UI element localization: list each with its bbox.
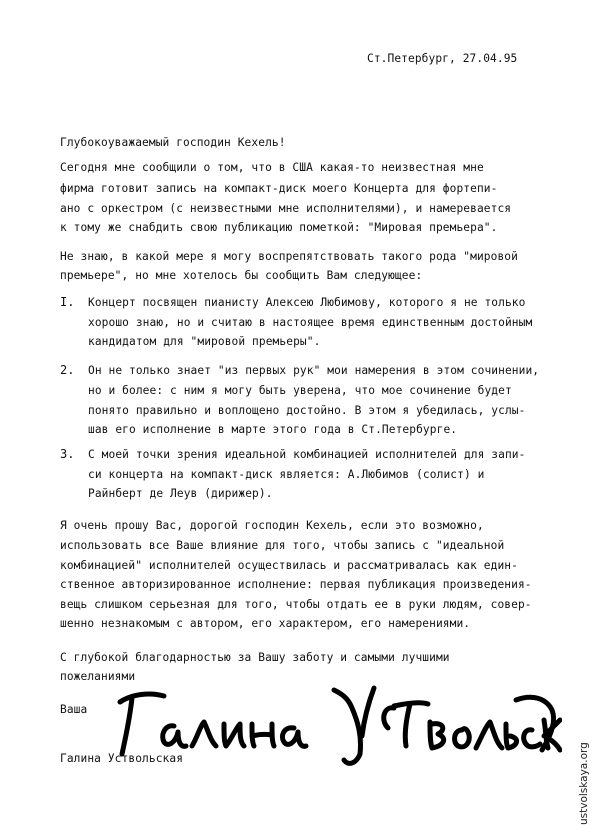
text-line: си концерта на компакт-диск является: А.Любимов (солист) и (88, 468, 485, 481)
text-line: ано с оркестром (с неизвестными мне исполнителями), и намеревается (60, 202, 512, 215)
text-line: Я очень прошу Вас, дорогой господин Кехель, если это возможно, (60, 519, 484, 532)
text-line: кандидатом для "мировой премьеры". (88, 335, 321, 348)
text-line: Концерт посвящен пианисту Алексею Любимову, которого я не только (88, 296, 526, 309)
text-line: Он не только знает "из первых рук" мои намерения в этом сочинении, (88, 364, 540, 377)
text-line: Не знаю, в какой мере я могу воспрепятствовать такого рода "мировой (60, 250, 518, 263)
text-line: пожеланиями (60, 670, 136, 683)
watermark: ustvolskaya.org (578, 742, 590, 825)
text-line: шав его исполнение в марте этого года в Ст.Петербурге. (88, 423, 458, 436)
list-number: 2. (60, 363, 75, 377)
text-line: С глубокой благодарностью за Вашу заботу и самыми лучшими (60, 651, 450, 664)
text-line: комбинацией" исполнителей осуществилась и рассматривалась как един- (60, 559, 518, 572)
text-line: шенно незнакомым с автором, его характером, его намерениями. (60, 617, 471, 630)
text-line: премьере", но мне хотелось бы сообщить Вам следующее: (60, 269, 423, 282)
text-line: ственное авторизированное исполнение: первая публикация произведения- (60, 578, 532, 591)
signature-name: Галина Уствольская (60, 752, 184, 765)
text-line: фирма готовит запись на компакт-диск моего Концерта для фортепи- (60, 182, 498, 195)
list-number: I. (60, 295, 75, 309)
text-line: использовать все Ваше влияние для того, чтобы запись с "идеальной (60, 539, 505, 552)
list-number: 3. (60, 447, 75, 461)
text-line: С моей точки зрения идеальной комбинацией исполнителей для запи- (88, 448, 526, 461)
text-line: но и более: с ним я могу быть уверена, что мое сочинение будет (88, 384, 512, 397)
signoff: Ваша (60, 703, 88, 716)
text-line: Сегодня мне сообщили о том, что в США какая-то неизвестная мне (60, 161, 484, 174)
text-line: Райнберт де Леув (дирижер). (88, 487, 273, 500)
text-line: понято правильно и воплощено достойно. В этом я убедилась, услы- (88, 404, 526, 417)
place-date: Ст.Петербург, 27.04.95 (367, 52, 518, 65)
text-line: хорошо знаю, но и считаю в настоящее время единственным достойным (88, 316, 533, 329)
text-line: к тому же снабдить свою публикацию пометкой: "Мировая премьера". (60, 221, 498, 234)
text-line: вещь слишком серьезная для того, чтобы отдать ее в руки людям, совер- (60, 598, 532, 611)
salutation: Глубокоуважаемый господин Кехель! (60, 136, 286, 149)
